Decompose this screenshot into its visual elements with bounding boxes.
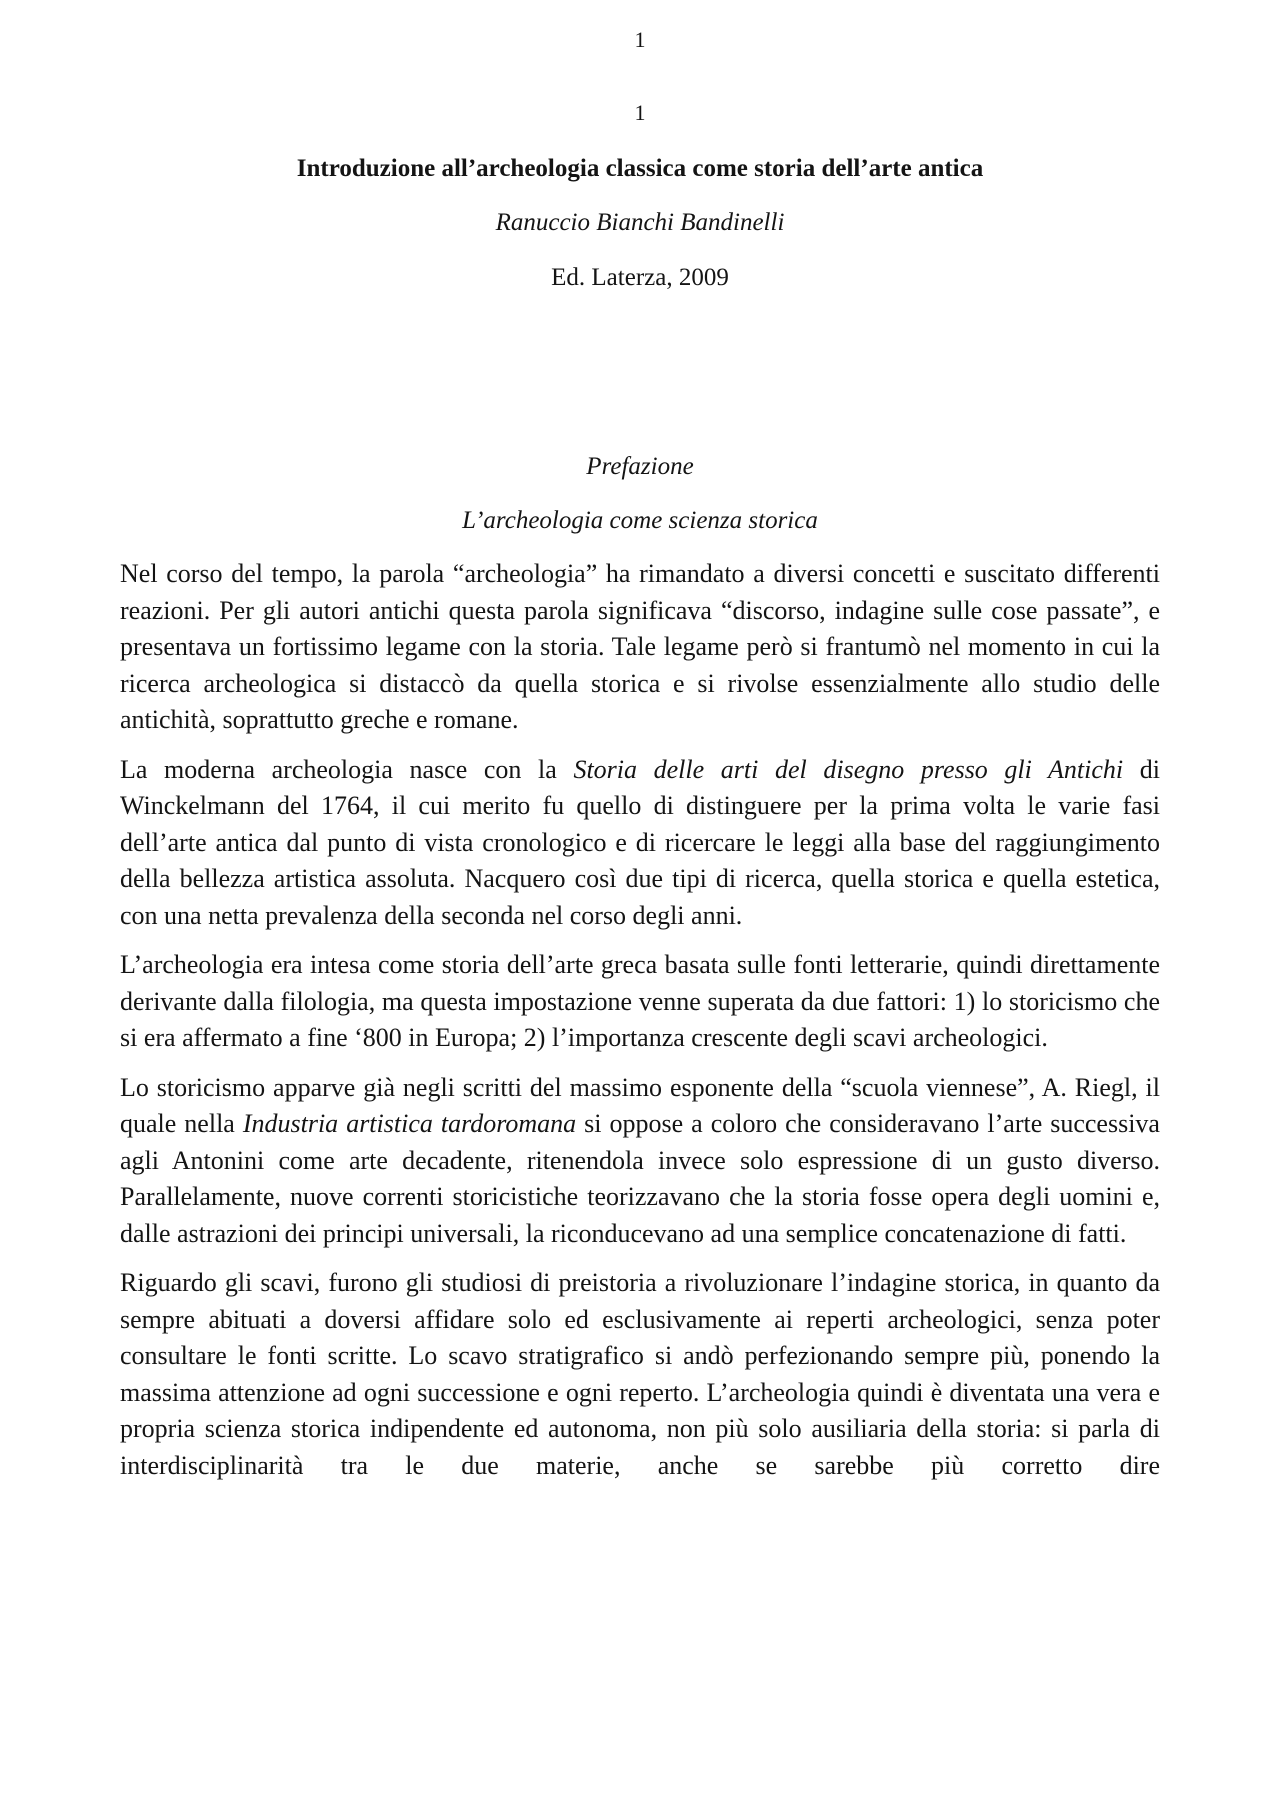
- paragraph-2-text-end: di Winckelmann del 1764, il cui merito fu quello di distinguere per la prima volta le varie fasi dell’arte antica dal punto di vista cronologico e di ricercare le leggi alla base del raggiungimento della bellezza artistica assoluta. Nacquero così due tipi di ricerca, quella storica e quella estetica, con una netta prevalenza della seconda nel corso degli anni.: [120, 754, 1160, 930]
- paragraph-5: Riguardo gli scavi, furono gli studiosi di preistoria a rivoluzionare l’indagine storica, in quanto da sempre abituati a doversi affidare solo ed esclusivamente ai reperti archeologici, senza poter consultare le fonti scritte. Lo scavo stratigrafico si andò perfezionando sempre più, ponendo la massima attenzione ad ogni successione e ogni reperto. L’archeologia quindi è diventata una vera e propria scienza storica indipendente ed autonoma, non più solo ausiliaria della storia: si parla di interdisciplinarità tra le due materie, anche se sarebbe più corretto dire: [120, 1268, 1160, 1480]
- paragraph-4-text-start: Lo storicismo apparve già negli scritti del massimo esponente della “scuola viennese”, A. Riegl, il quale nella: [120, 1072, 1160, 1138]
- paragraph-2: [120, 752, 1160, 935]
- paragraph-4-text-end: si oppose a coloro che consideravano l’arte successiva agli Antonini come arte decadente, ritenendola invece solo espressione di un gusto diverso. Parallelamente, nuove correnti storicistiche teorizzavano che la storia fosse opera degli uomini e, dalle astrazioni dei principi universali, la riconducevano ad una semplice concatenazione di fatti.: [120, 1109, 1160, 1248]
- book-title-riegl: Industria artistica tardoromana: [242, 1109, 577, 1138]
- document-author: Ranuccio Bianchi Bandinelli: [495, 209, 785, 236]
- section-subtitle: L’archeologia come scienza storica: [462, 507, 818, 534]
- paragraph-4: [120, 1070, 1160, 1253]
- body-text: [120, 556, 1160, 1497]
- document-title: Introduzione all’archeologia classica come storia dell’arte antica: [296, 155, 984, 182]
- page-number-secondary: 1: [634, 100, 646, 125]
- book-title-winckelmann: Storia delle arti del disegno presso gli Antichi: [573, 754, 1124, 784]
- page-number: 1: [634, 27, 646, 52]
- paragraph-1: Nel corso del tempo, la parola “archeologia” ha rimandato a diversi concetti e suscitato differenti reazioni. Per gli autori antichi questa parola significava “discorso, indagine sulle cose passate”, e presentava un fortissimo legame con la storia. Tale legame però si frantumò nel momento in cui la ricerca archeologica si distaccò da quella storica e si rivolse essenzialmente allo studio delle antichità, soprattutto greche e romane.: [120, 559, 1160, 734]
- paragraph-2-text-start: La moderna archeologia nasce con la: [120, 754, 574, 784]
- section-title: Prefazione: [586, 453, 694, 480]
- paragraph-3: L’archeologia era intesa come storia dell’arte greca basata sulle fonti letterarie, quindi direttamente derivante dalla filologia, ma questa impostazione venne superata da due fattori: 1) lo storicismo che si era affermato a fine ‘800 in Europa; 2) l’importanza crescente degli scavi archeologici.: [120, 950, 1160, 1052]
- document-publisher: Ed. Laterza, 2009: [551, 264, 729, 291]
